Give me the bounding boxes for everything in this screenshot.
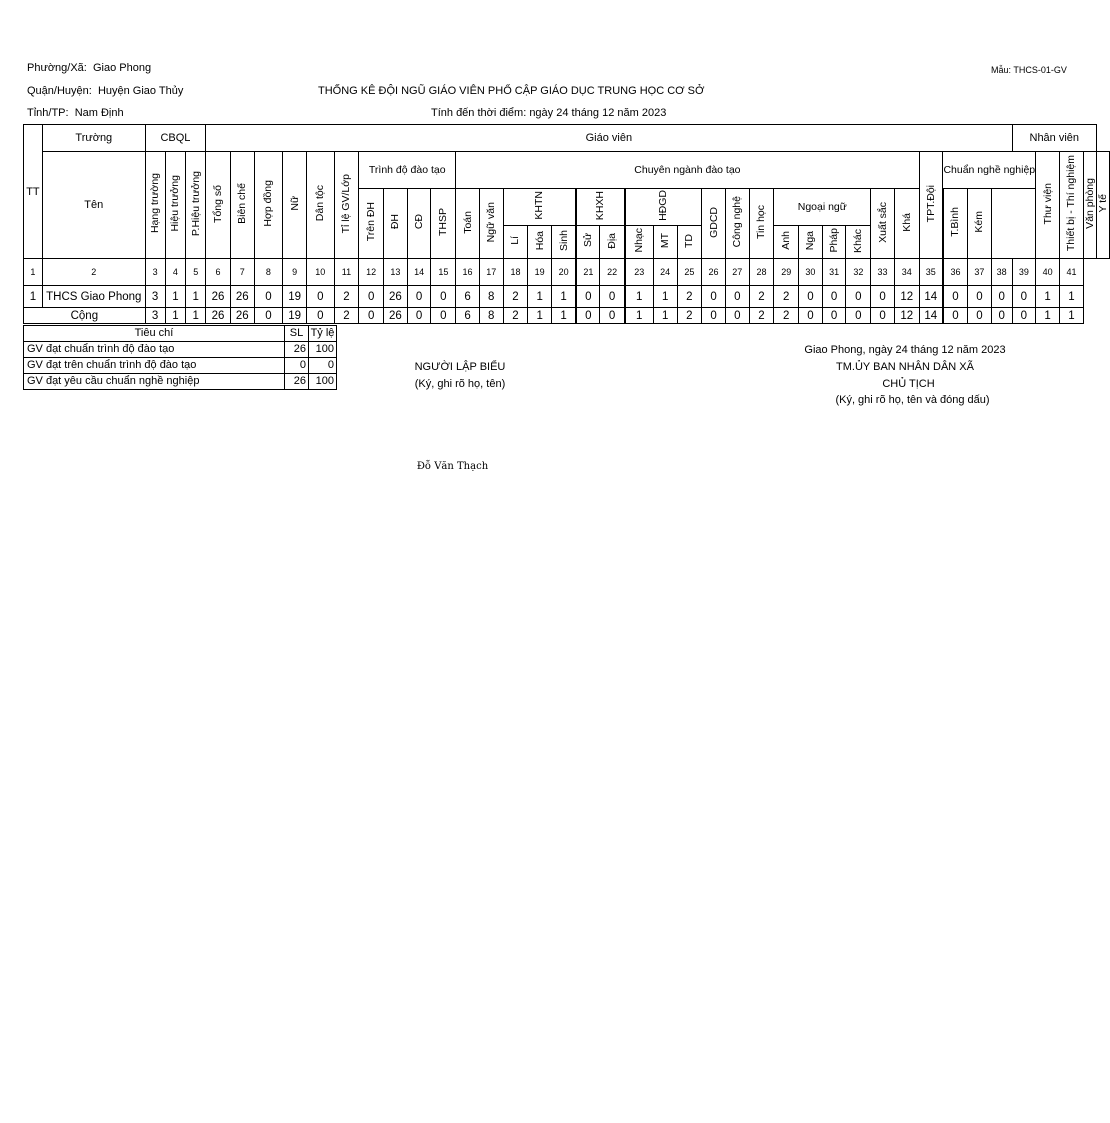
header-hdgd: HĐGD bbox=[657, 190, 670, 221]
col-td: TD bbox=[683, 233, 696, 248]
column-index-cell: 38 bbox=[991, 259, 1012, 286]
header-trinh-do: Trình độ đào tạo bbox=[359, 152, 456, 189]
column-index-cell: 18 bbox=[503, 259, 528, 286]
col-hieu-truong: Hiệu trưởng bbox=[169, 175, 182, 232]
row-value: 1 bbox=[552, 286, 577, 308]
col-dia: Địa bbox=[606, 232, 619, 249]
col-kem: Kém bbox=[973, 211, 986, 233]
row-value: 2 bbox=[774, 286, 799, 308]
col-tpt-doi: TPT.Đội bbox=[924, 184, 937, 223]
col-nhac: Nhạc bbox=[633, 228, 646, 253]
col-sinh: Sinh bbox=[557, 229, 570, 251]
ward-line bbox=[27, 62, 151, 75]
row-value: 1 bbox=[528, 286, 552, 308]
total-value: 0 bbox=[943, 308, 968, 324]
column-index-cell: 22 bbox=[600, 259, 625, 286]
province-line bbox=[27, 107, 124, 120]
table-row bbox=[24, 286, 1110, 308]
col-hang-truong: Hạng trường bbox=[149, 173, 162, 234]
report-title: THỐNG KÊ ĐỘI NGŨ GIÁO VIÊN PHỔ CẬP GIÁO DỤC TRUNG HỌC CƠ SỞ bbox=[318, 85, 705, 97]
district-line bbox=[27, 85, 183, 98]
teacher-stats-table bbox=[23, 124, 1110, 324]
criteria-header-sl: SL bbox=[285, 326, 309, 342]
row-value: 26 bbox=[206, 286, 231, 308]
total-value: 0 bbox=[359, 308, 384, 324]
col-khac: Khác bbox=[852, 228, 865, 253]
total-value: 19 bbox=[283, 308, 307, 324]
row-value: 1 bbox=[165, 286, 186, 308]
column-index-cell: 32 bbox=[846, 259, 871, 286]
row-value: 3 bbox=[145, 286, 165, 308]
total-value: 2 bbox=[774, 308, 799, 324]
column-index-cell: 20 bbox=[552, 259, 577, 286]
col-thiet-bi: Thiết bị - Thí nghiệm bbox=[1065, 155, 1078, 252]
row-value: 14 bbox=[919, 286, 943, 308]
column-index-cell: 3 bbox=[145, 259, 165, 286]
row-value: 0 bbox=[306, 286, 334, 308]
ward-value: Giao Phong bbox=[92, 62, 152, 74]
column-index-cell: 31 bbox=[822, 259, 846, 286]
column-index-cell: 16 bbox=[456, 259, 480, 286]
chair-title: CHỦ TỊCH bbox=[882, 378, 935, 390]
col-dan-toc: Dân tộc bbox=[314, 185, 327, 222]
total-value: 2 bbox=[503, 308, 528, 324]
row-value: 0 bbox=[943, 286, 968, 308]
row-value: 0 bbox=[871, 286, 895, 308]
col-ngu-van: Ngữ văn bbox=[485, 201, 498, 243]
total-value: 0 bbox=[871, 308, 895, 324]
total-label: Cộng bbox=[24, 308, 146, 324]
total-value: 0 bbox=[846, 308, 871, 324]
column-index-cell: 39 bbox=[1012, 259, 1036, 286]
row-value: 26 bbox=[384, 286, 408, 308]
col-phap: Pháp bbox=[828, 228, 841, 253]
row-school-name: THCS Giao Phong bbox=[42, 286, 145, 308]
form-code: Mẫu: THCS-01-GV bbox=[991, 65, 1067, 75]
col-mt: MT bbox=[659, 232, 672, 249]
col-y-te: Y tế bbox=[1097, 194, 1109, 213]
row-value: 0 bbox=[725, 286, 749, 308]
total-value: 0 bbox=[254, 308, 283, 324]
header-chuyen-nganh: Chuyên ngành đào tạo bbox=[456, 152, 919, 189]
col-t-binh: T.Bình bbox=[949, 207, 962, 237]
column-index-cell: 14 bbox=[407, 259, 431, 286]
criteria-header-rate: Tỷ lệ bbox=[309, 326, 337, 342]
ward-label: Phường/Xã: bbox=[27, 62, 87, 74]
total-value: 0 bbox=[799, 308, 823, 324]
row-value: 2 bbox=[334, 286, 359, 308]
column-index-cell: 34 bbox=[894, 259, 919, 286]
column-index-cell: 27 bbox=[725, 259, 749, 286]
header-cbql: CBQL bbox=[145, 125, 205, 152]
col-ti-le: Tỉ lệ GV/Lớp bbox=[340, 173, 353, 234]
total-value: 3 bbox=[145, 308, 165, 324]
preparer-name: Đỗ Văn Thạch bbox=[416, 461, 489, 472]
column-index-cell: 10 bbox=[306, 259, 334, 286]
criteria-header-label: Tiêu chí bbox=[24, 326, 285, 342]
total-value: 1 bbox=[625, 308, 654, 324]
column-index-cell: 4 bbox=[165, 259, 186, 286]
column-index-cell: 23 bbox=[625, 259, 654, 286]
column-index-cell: 12 bbox=[359, 259, 384, 286]
col-hoa: Hóa bbox=[533, 230, 546, 251]
chair-note: (Ký, ghi rõ họ, tên và đóng dấu) bbox=[835, 394, 990, 406]
col-kha: Khá bbox=[900, 212, 913, 232]
header-ngoai-ngu: Ngoại ngữ bbox=[774, 189, 871, 226]
row-value: 0 bbox=[968, 286, 992, 308]
total-value: 2 bbox=[334, 308, 359, 324]
row-value: 0 bbox=[799, 286, 823, 308]
column-index-cell: 36 bbox=[943, 259, 968, 286]
col-tin-hoc: Tin học bbox=[755, 204, 768, 240]
col-gdcd: GDCD bbox=[707, 206, 720, 238]
total-value: 6 bbox=[456, 308, 480, 324]
province-label: Tỉnh/TP: bbox=[27, 107, 69, 119]
row-value: 0 bbox=[431, 286, 456, 308]
row-value: 6 bbox=[456, 286, 480, 308]
total-value: 14 bbox=[919, 308, 943, 324]
district-value: Huyện Giao Thủy bbox=[97, 85, 184, 97]
total-value: 0 bbox=[702, 308, 726, 324]
column-index-cell: 28 bbox=[749, 259, 774, 286]
column-index-row bbox=[24, 259, 1110, 286]
col-nga: Nga bbox=[804, 230, 817, 251]
criteria-rate: 100 bbox=[309, 342, 337, 358]
row-value: 0 bbox=[576, 286, 600, 308]
total-value: 26 bbox=[206, 308, 231, 324]
row-value: 2 bbox=[749, 286, 774, 308]
col-cd: CĐ bbox=[413, 214, 426, 230]
row-value: 26 bbox=[230, 286, 254, 308]
row-value: 2 bbox=[677, 286, 702, 308]
column-index-cell: 11 bbox=[334, 259, 359, 286]
criteria-sl: 26 bbox=[285, 374, 309, 390]
col-thu-vien: Thư viện bbox=[1041, 182, 1054, 225]
criteria-rate: 100 bbox=[309, 374, 337, 390]
row-value: 1 bbox=[1036, 286, 1060, 308]
total-value: 0 bbox=[991, 308, 1012, 324]
preparer-title: NGƯỜI LẬP BIỂU bbox=[414, 361, 506, 373]
total-value: 1 bbox=[1059, 308, 1083, 324]
col-anh: Anh bbox=[780, 231, 793, 250]
column-index-cell: 13 bbox=[384, 259, 408, 286]
total-value: 1 bbox=[1036, 308, 1060, 324]
total-value: 0 bbox=[1012, 308, 1036, 324]
col-van-phong: Văn phòng bbox=[1084, 178, 1096, 229]
row-value: 2 bbox=[503, 286, 528, 308]
total-value: 0 bbox=[822, 308, 846, 324]
column-index-cell: 5 bbox=[186, 259, 206, 286]
row-value: 0 bbox=[1012, 286, 1036, 308]
row-value: 0 bbox=[822, 286, 846, 308]
col-su: Sử bbox=[582, 233, 595, 248]
col-bien-che: Biên chế bbox=[236, 183, 249, 224]
criteria-sl: 0 bbox=[285, 358, 309, 374]
criteria-row bbox=[24, 342, 337, 358]
col-tren-dh: Trên ĐH bbox=[365, 202, 378, 242]
col-xuat-sac: Xuất sắc bbox=[876, 201, 889, 243]
header-chuan-nghe: Chuẩn nghề nghiệp bbox=[943, 152, 1036, 189]
criteria-row bbox=[24, 358, 337, 374]
header-khtn: KHTN bbox=[533, 191, 546, 220]
total-value: 0 bbox=[306, 308, 334, 324]
row-value: 0 bbox=[600, 286, 625, 308]
total-value: 8 bbox=[479, 308, 503, 324]
column-index-cell: 17 bbox=[479, 259, 503, 286]
district-label: Quận/Huyện: bbox=[27, 85, 92, 97]
row-value: 1 bbox=[1059, 286, 1083, 308]
criteria-table bbox=[23, 325, 337, 390]
header-truong: Trường bbox=[42, 125, 145, 152]
total-value: 2 bbox=[749, 308, 774, 324]
column-index-cell: 26 bbox=[702, 259, 726, 286]
total-value: 26 bbox=[384, 308, 408, 324]
row-value: 0 bbox=[254, 286, 283, 308]
as-of-date: Tính đến thời điểm: ngày 24 tháng 12 năm 2023 bbox=[431, 107, 667, 119]
total-value: 0 bbox=[968, 308, 992, 324]
col-nu: Nữ bbox=[288, 196, 301, 211]
col-tong-so: Tổng số bbox=[212, 184, 225, 223]
total-value: 0 bbox=[407, 308, 431, 324]
column-index-cell: 2 bbox=[42, 259, 145, 286]
column-index-cell: 30 bbox=[799, 259, 823, 286]
row-value: 19 bbox=[283, 286, 307, 308]
total-value: 12 bbox=[894, 308, 919, 324]
column-index-cell: 25 bbox=[677, 259, 702, 286]
row-value: 1 bbox=[186, 286, 206, 308]
row-value: 0 bbox=[991, 286, 1012, 308]
column-index-cell: 15 bbox=[431, 259, 456, 286]
col-toan: Toán bbox=[461, 210, 474, 234]
total-value: 26 bbox=[230, 308, 254, 324]
column-index-cell: 40 bbox=[1036, 259, 1060, 286]
province-value: Nam Định bbox=[74, 107, 124, 119]
row-value: 1 bbox=[653, 286, 677, 308]
header-khxh: KHXH bbox=[594, 190, 607, 221]
col-cong-nghe: Công nghệ bbox=[731, 196, 744, 248]
column-index-cell: 21 bbox=[576, 259, 600, 286]
criteria-label: GV đạt trên chuẩn trình độ đào tạo bbox=[24, 358, 285, 374]
row-value: 12 bbox=[894, 286, 919, 308]
criteria-sl: 26 bbox=[285, 342, 309, 358]
column-index-cell: 9 bbox=[283, 259, 307, 286]
column-index-cell: 35 bbox=[919, 259, 943, 286]
preparer-note: (Ký, ghi rõ họ, tên) bbox=[414, 378, 506, 390]
column-index-cell: 7 bbox=[230, 259, 254, 286]
column-index-cell: 33 bbox=[871, 259, 895, 286]
col-thsp: THSP bbox=[437, 207, 450, 236]
total-value: 1 bbox=[653, 308, 677, 324]
header-nhan-vien: Nhân viên bbox=[1012, 125, 1096, 152]
column-index-cell: 29 bbox=[774, 259, 799, 286]
column-index-cell: 41 bbox=[1059, 259, 1083, 286]
col-p-hieu-truong: P.Hiệu trưởng bbox=[189, 170, 202, 237]
column-index-cell: 37 bbox=[968, 259, 992, 286]
row-value: 0 bbox=[407, 286, 431, 308]
col-dh: ĐH bbox=[389, 214, 402, 230]
total-value: 1 bbox=[165, 308, 186, 324]
column-index-cell: 24 bbox=[653, 259, 677, 286]
committee-org: TM.ỦY BAN NHÂN DÂN XÃ bbox=[836, 361, 974, 373]
row-value: 1 bbox=[625, 286, 654, 308]
criteria-label: GV đạt yêu cầu chuẩn nghề nghiệp bbox=[24, 374, 285, 390]
col-hop-dong: Hợp đồng bbox=[262, 180, 275, 227]
criteria-row bbox=[24, 374, 337, 390]
column-index-cell: 6 bbox=[206, 259, 231, 286]
column-index-cell: 1 bbox=[24, 259, 43, 286]
place-date: Giao Phong, ngày 24 tháng 12 năm 2023 bbox=[804, 344, 1006, 356]
total-value: 1 bbox=[528, 308, 552, 324]
header-giao-vien: Giáo viên bbox=[206, 125, 1012, 152]
header-ten: Tên bbox=[42, 152, 145, 259]
total-value: 2 bbox=[677, 308, 702, 324]
total-value: 0 bbox=[431, 308, 456, 324]
row-value: 0 bbox=[359, 286, 384, 308]
header-tt: TT bbox=[24, 125, 43, 259]
criteria-label: GV đạt chuẩn trình độ đào tạo bbox=[24, 342, 285, 358]
row-value: 8 bbox=[479, 286, 503, 308]
total-value: 1 bbox=[552, 308, 577, 324]
row-tt: 1 bbox=[24, 286, 43, 308]
total-row bbox=[24, 308, 1110, 324]
total-value: 0 bbox=[576, 308, 600, 324]
row-value: 0 bbox=[846, 286, 871, 308]
column-index-cell: 8 bbox=[254, 259, 283, 286]
total-value: 1 bbox=[186, 308, 206, 324]
total-value: 0 bbox=[600, 308, 625, 324]
row-value: 0 bbox=[702, 286, 726, 308]
total-value: 0 bbox=[725, 308, 749, 324]
column-index-cell: 19 bbox=[528, 259, 552, 286]
criteria-rate: 0 bbox=[309, 358, 337, 374]
col-li: Lí bbox=[509, 236, 522, 245]
